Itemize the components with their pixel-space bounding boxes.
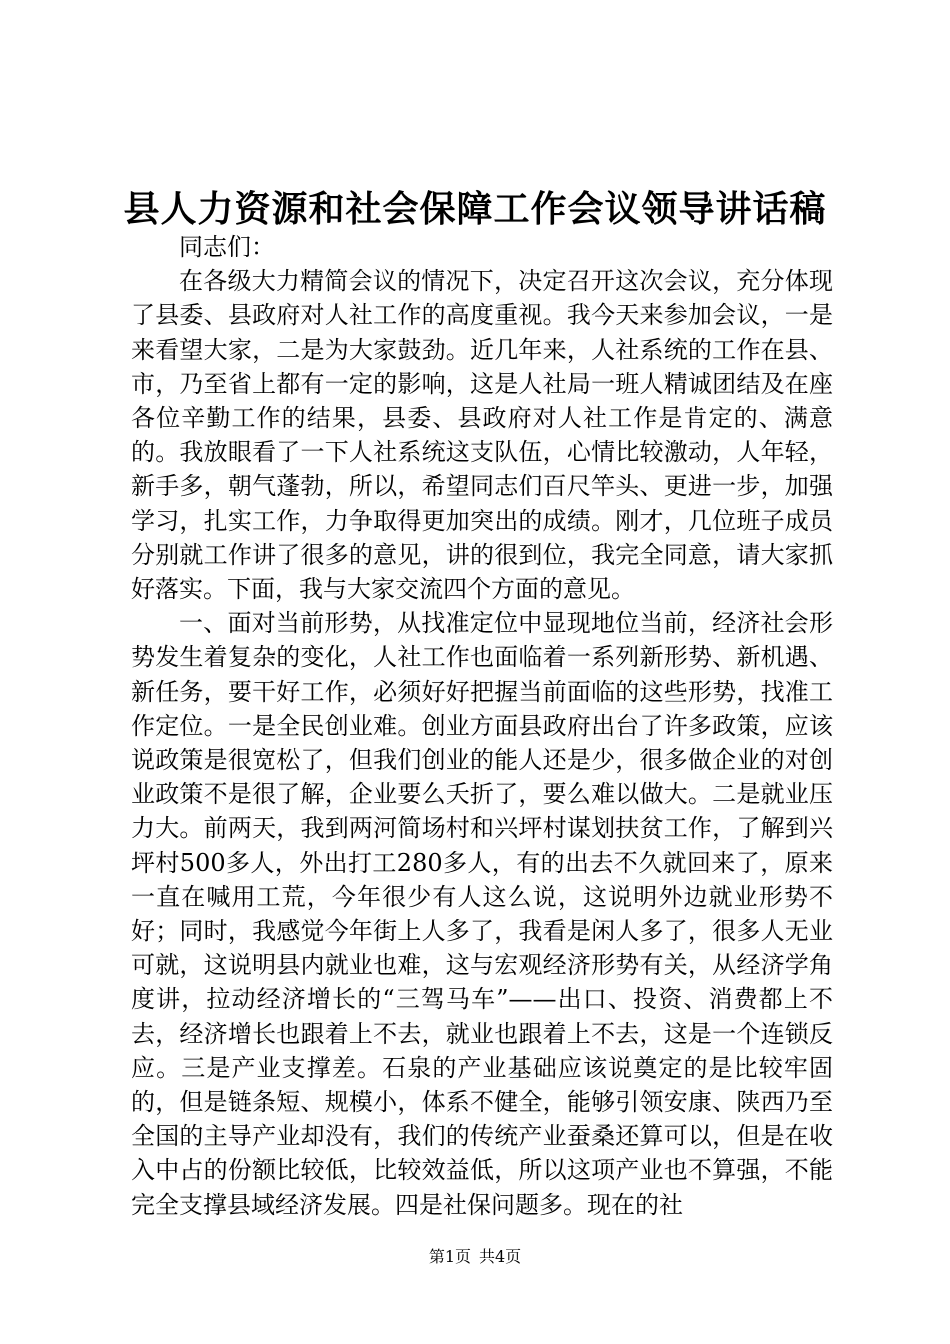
document-body (131, 230, 833, 1222)
page-number: 第1页 (428, 1247, 471, 1266)
paragraph-1: 在各级大力精简会议的情况下，决定召开这次会议，充分体现了县委、县政府对人社工作的高度重视。我今天来参加会议，一是来看望大家，二是为大家鼓劲。近几年来，人社系统的工作在县、市，乃至省上都有一定的影响，这是人社局一班人精诚团结及在座各位辛勤工作的结果，县委、县政府对人社工作是肯定的、满意的。我放眼看了一下人社系统这支队伍，心情比较激动，人年轻，新手多，朝气蓬勃，所以，希望同志们百尺竿头、更进一步，加强学习，扎实工作，力争取得更加突出的成绩。刚才，几位班子成员分别就工作讲了很多的意见，讲的很到位，我完全同意，请大家抓好落实。下面，我与大家交流四个方面的意见。 (131, 267, 833, 604)
salutation: 同志们： (179, 233, 275, 261)
document-title: 县人力资源和社会保障工作会议领导讲话稿 (123, 188, 827, 230)
paragraph-2: 一、面对当前形势，从找准定位中显现地位当前，经济社会形势发生着复杂的变化，人社工作也面临着一系列新形势、新机遇、新任务，要干好工作，必须好好把握当前面临的这些形势，找准工作定位。一是全民创业难。创业方面县政府出台了许多政策，应该说政策是很宽松了，但我们创业的能人还是少，很多做企业的对创业政策不是很了解，企业要么夭折了，要么难以做大。二是就业压力大。前两天，我到两河简场村和兴坪村谋划扶贫工作，了解到兴坪村500多人，外出打工280多人，有的出去不久就回来了，原来一直在喊用工荒，今年很少有人这么说，这说明外边就业形势不好；同时，我感觉今年街上人多了，我看是闲人多了，很多人无业可就，这说明县内就业也难，这与宏观经济形势有关，从经济学角度讲，拉动经济增长的“三驾马车”——出口、投资、消费都上不去，经济增长也跟着上不去，就业也跟着上不去，这是一个连锁反应。三是产业支撑差。石泉的产业基础应该说奠定的是比较牢固的，但是链条短、规模小，体系不健全，能够引领安康、陕西乃至全国的主导产业却没有，我们的传统产业蚕桑还算可以，但是在收入中占的份额比较低，比较效益低，所以这项产业也不算强，不能完全支撑县域经济发展。四是社保问题多。现在的社 (131, 609, 833, 1219)
page-footer (0, 1245, 950, 1269)
page-total: 共4页 (479, 1247, 522, 1266)
